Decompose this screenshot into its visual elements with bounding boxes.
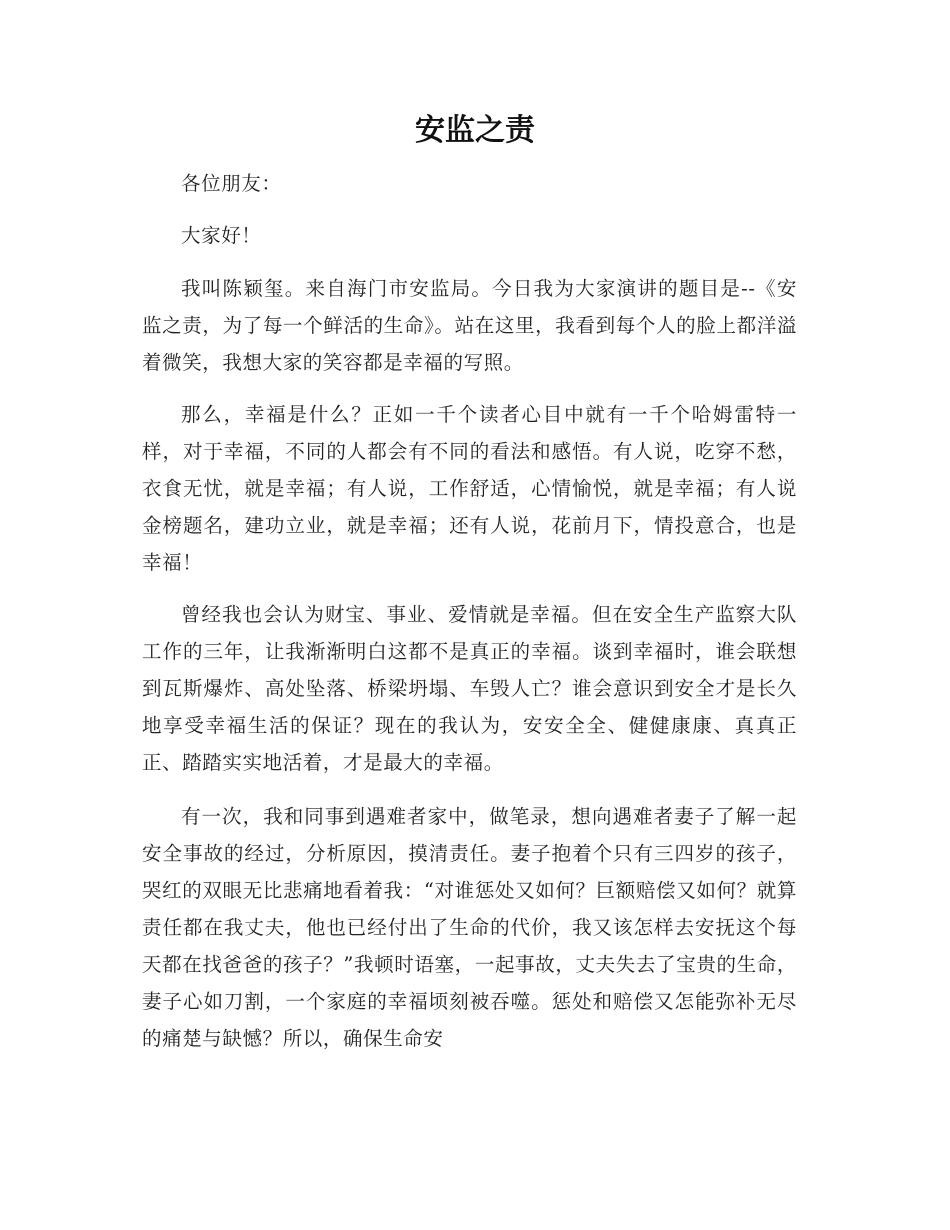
paragraph-salutation: 各位朋友：	[181, 172, 282, 195]
paragraph-what-is-happiness: 那么，幸福是什么？正如一千个读者心目中就有一千个哈姆雷特一样，对于幸福，不同的人都会有不同的看法和感悟。有人说，吃穿不愁，衣食无忧，就是幸福；有人说，工作舒适，心情愉悦，就是幸福；有人说金榜题名，建功立业，就是幸福；还有人说，花前月下，情投意合，也是幸福！	[142, 403, 797, 574]
paragraph-greeting: 大家好！	[181, 224, 262, 247]
paragraph-introduction: 我叫陈颖玺。来自海门市安监局。今日我为大家演讲的题目是--《安监之责，为了每一个鲜活的生命》。站在这里，我看到每个人的脸上都洋溢着微笑，我想大家的笑容都是幸福的写照。	[142, 277, 797, 374]
paragraph-accident-story: 有一次，我和同事到遇难者家中，做笔录，想向遇难者妻子了解一起安全事故的经过，分析原因，摸清责任。妻子抱着个只有三四岁的孩子，哭红的双眼无比悲痛地看着我：“对谁惩处又如何？巨额赔偿又如何？就算责任都在我丈夫，他也已经付出了生命的代价，我又该怎样去安抚这个每天都在找爸爸的孩子？”我顿时语塞，一起事故，丈夫失去了宝贵的生命，妻子心如刀割，一个家庭的幸福顷刻被吞噬。惩处和赔偿又怎能弥补无尽的痛楚与缺憾？所以，确保生命安	[142, 805, 797, 1050]
paragraph-safety-is-happiness: 曾经我也会认为财宝、事业、爱情就是幸福。但在安全生产监察大队工作的三年，让我渐渐明白这都不是真正的幸福。谈到幸福时，谁会联想到瓦斯爆炸、高处坠落、桥梁坍塌、车毁人亡？谁会意识到安全才是长久地享受幸福生活的保证？现在的我认为，安安全全、健健康康、真真正正、踏踏实实地活着，才是最大的幸福。	[142, 603, 797, 774]
document-title: 安监之责	[415, 113, 535, 148]
